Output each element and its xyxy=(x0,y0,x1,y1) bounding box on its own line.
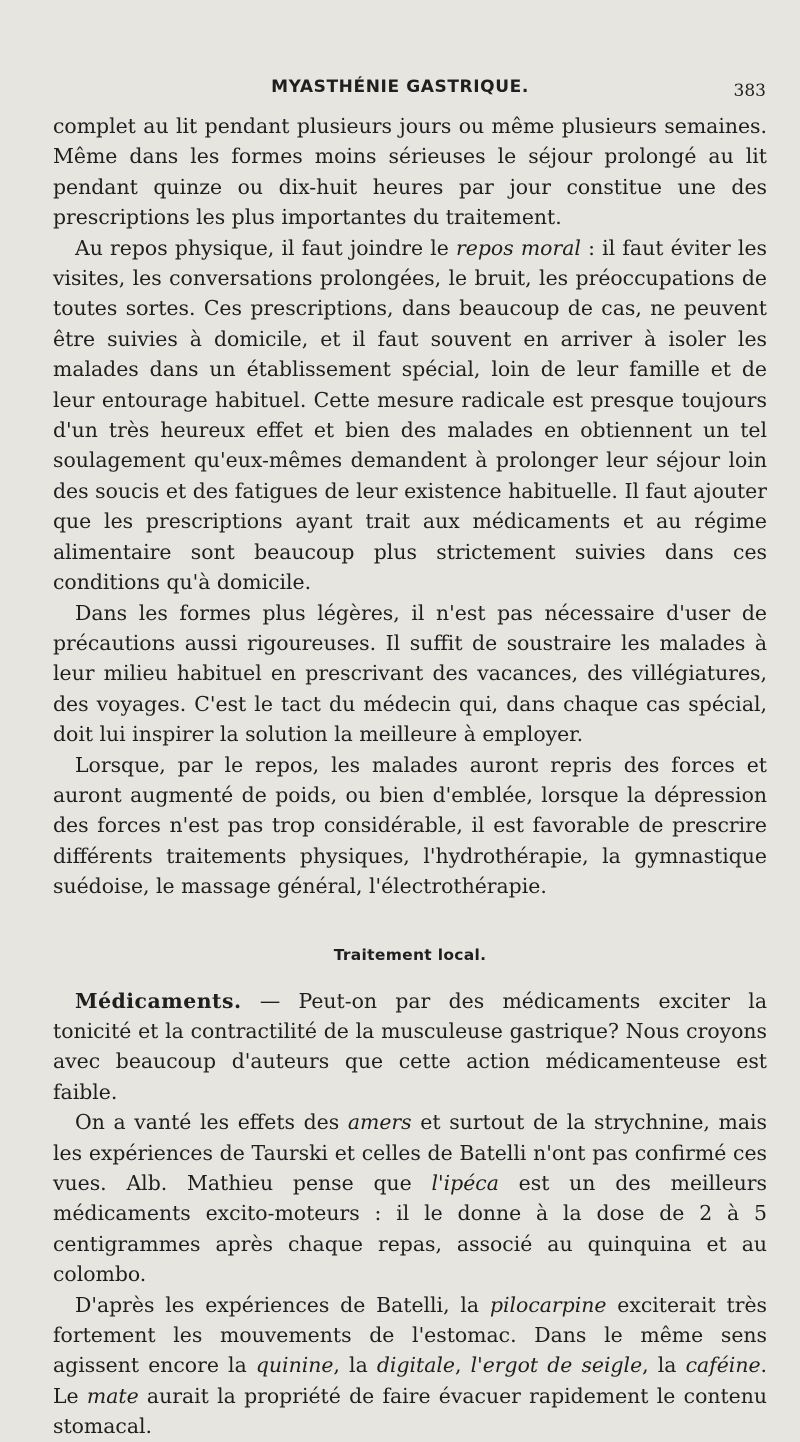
text-run: . Le xyxy=(53,1353,768,1408)
paragraph-formes-legeres: Dans les formes plus légères, il n'est pas nécessaire d'user de précautions aussi rigoureuses. Il suffit de soustraire les malades à leur milieu habituel en prescrivant des vacances, des villégiatures, des voyages. C'est le tact du médecin qui, dans chaque cas spécial, doit lui inspirer la solution la meilleure à employer. xyxy=(53,600,767,747)
paragraph-pilocarpine xyxy=(53,1290,767,1442)
running-title: MYASTHÉNIE GASTRIQUE. xyxy=(271,77,529,97)
italic-term: l'ipéca xyxy=(431,1171,499,1195)
paragraph-repos-moral xyxy=(53,233,767,598)
italic-term: quinine xyxy=(255,1353,334,1378)
italic-term: mate xyxy=(86,1383,139,1408)
text-run: est un des meilleurs médicaments excito-moteurs : il le donne à la dose de 2 à 5 centigrammes après chaque repas, associé au quinquina et au colombo. xyxy=(53,1171,767,1287)
text-run: , xyxy=(454,1353,471,1378)
section-heading: Traitement local. xyxy=(333,945,487,964)
run-in-heading: Médicaments. xyxy=(75,988,242,1013)
page-header xyxy=(0,77,800,103)
page-number: 383 xyxy=(733,81,766,101)
body-text xyxy=(53,111,767,1442)
paragraph-amers xyxy=(53,1107,767,1289)
paragraph-continued: complet au lit pendant plusieurs jours ou même plusieurs semaines. Même dans les formes moins sérieuses le séjour prolongé au lit pendant quinze ou dix-huit heures par jour constitue une des prescriptions les plus importantes du traitement. xyxy=(53,114,767,230)
text-run: Au repos physique, il faut joindre le xyxy=(75,235,457,260)
italic-term: pilocarpine xyxy=(489,1292,607,1317)
italic-term: caféine xyxy=(685,1353,761,1378)
text-run: , la xyxy=(333,1353,377,1378)
text-run: aurait la propriété de faire évacuer rapidement le contenu stomacal. xyxy=(53,1383,768,1439)
italic-term: l'ergot de seigle xyxy=(470,1353,643,1378)
paragraph-medicaments xyxy=(53,986,767,1108)
text-run: et surtout de la strychnine, mais les expériences de Taurski et celles de Batelli n'ont pas confirmé ces vues. Alb. Mathieu pense que xyxy=(53,1110,767,1195)
text-run: exciterait très fortement les mouvements de l'estomac. Dans le même sens agissent encore la xyxy=(53,1292,767,1378)
text-run: On a vanté les effets des xyxy=(75,1110,348,1135)
italic-term: amers xyxy=(347,1110,412,1135)
paragraph-traitements-physiques: Lorsque, par le repos, les malades auront repris des forces et auront augmenté de poids, ou bien d'emblée, lorsque la dépression des forces n'est pas trop considérable, il est favorable de prescrire différents traitements physiques, l'hydrothérapie, la gymnastique suédoise, le massage général, l'électrothérapie. xyxy=(53,752,767,899)
italic-term: repos moral xyxy=(456,235,581,260)
text-run: D'après les expériences de Batelli, la xyxy=(75,1292,490,1317)
italic-term: digitale xyxy=(376,1353,455,1378)
text-run: : il faut éviter les visites, les conversations prolongées, le bruit, les préoccupations de toutes sortes. Ces prescriptions, dans beaucoup de cas, ne peuvent être suivies à domicile, et il faut souvent en arriver à isoler les malades dans un établissement spécial, loin de leur famille et de leur entourage habituel. Cette mesure radicale est presque toujours d'un très heureux effet et bien des malades en obtiennent un tel soulagement qu'eux-mêmes demandent à prolonger leur séjour loin des soucis et des fatigues de leur existence habituelle. Il faut ajouter que les prescriptions ayant trait aux médicaments et au régime alimentaire sont beaucoup plus strictement suivies dans ces conditions qu'à domicile. xyxy=(53,235,767,595)
text-run: , la xyxy=(642,1353,686,1378)
text-run: — Peut-on par des médicaments exciter la tonicité et la contractilité de la musculeuse gastrique? Nous croyons avec beaucoup d'auteurs que cette action médicamenteuse est faible. xyxy=(53,988,767,1104)
